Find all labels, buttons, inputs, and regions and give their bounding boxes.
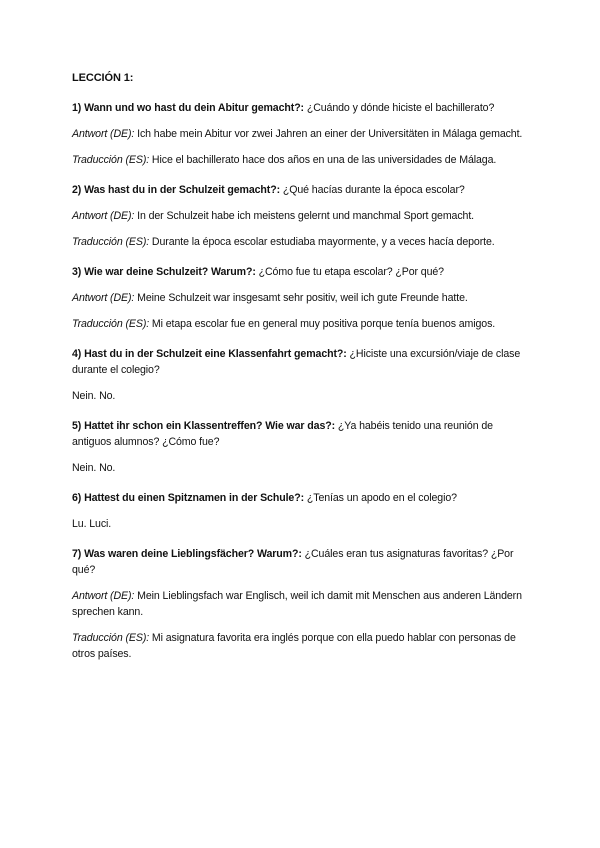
answer-2-es [72, 234, 532, 250]
answer-2-es-text: Durante la época escolar estudiaba mayormente, y a veces hacía deporte. [149, 236, 495, 248]
qa-item-2 [72, 182, 532, 250]
qa-item-3 [72, 264, 532, 332]
document-content [72, 70, 532, 676]
answer-3-de [72, 290, 532, 306]
question-1 [72, 100, 532, 116]
question-4-es: ¿Hiciste una excursión/viaje de clase durante el colegio? [72, 348, 521, 376]
answer-7-es-text: Mi asignatura favorita era inglés porque con ella puedo hablar con personas de otros países. [72, 632, 516, 660]
question-4 [72, 346, 532, 378]
question-5-es: ¿Ya habéis tenido una reunión de antiguos alumnos? ¿Cómo fue? [72, 420, 493, 448]
qa-item-4 [72, 346, 532, 404]
answer-3-es-text: Mi etapa escolar fue en general muy positiva porque tenía buenos amigos. [149, 318, 496, 330]
answer-1-es [72, 152, 532, 168]
answer-3-es-label: Traducción (ES): [72, 318, 150, 330]
answer-2-de-text: In der Schulzeit habe ich meistens gelernt und manchmal Sport gemacht. [134, 210, 475, 222]
answer-7-de [72, 588, 532, 620]
question-6 [72, 490, 532, 506]
question-3-es: ¿Cómo fue tu etapa escolar? ¿Por qué? [255, 266, 444, 278]
answer-1-de-label: Antwort (DE): [72, 128, 135, 140]
answer-3-de-label: Antwort (DE): [72, 292, 135, 304]
answer-2-de-label: Antwort (DE): [72, 210, 135, 222]
answer-1-es-label: Traducción (ES): [72, 154, 150, 166]
question-7 [72, 546, 532, 578]
question-7-de: 7) Was waren deine Lieblingsfächer? Warum?: [72, 548, 302, 560]
question-6-de: 6) Hattest du einen Spitznamen in der Schule?: [72, 492, 305, 504]
question-2-de: 2) Was hast du in der Schulzeit gemacht?: [72, 184, 281, 196]
question-3-de: 3) Wie war deine Schulzeit? Warum?: [72, 266, 256, 278]
qa-item-7 [72, 546, 532, 662]
question-6-es: ¿Tenías un apodo en el colegio? [304, 492, 457, 504]
qa-item-1 [72, 100, 532, 168]
question-2 [72, 182, 532, 198]
answer-1-es-text: Hice el bachillerato hace dos años en una de las universidades de Málaga. [149, 154, 497, 166]
question-5-de: 5) Hattet ihr schon ein Klassentreffen? Wie war das?: [72, 420, 336, 432]
answer-7-de-label: Antwort (DE): [72, 590, 135, 602]
answer-7-es [72, 630, 532, 662]
answer-1-de-text: Ich habe mein Abitur vor zwei Jahren an einer der Universitäten in Málaga gemacht. [134, 128, 523, 140]
answer-3-de-text: Meine Schulzeit war insgesamt sehr positiv, weil ich gute Freunde hatte. [134, 292, 468, 304]
answer-2-es-label: Traducción (ES): [72, 236, 150, 248]
question-5 [72, 418, 532, 450]
answer-5: Nein. No. [72, 462, 116, 474]
qa-item-5 [72, 418, 532, 476]
qa-item-6 [72, 490, 532, 532]
question-2-es: ¿Qué hacías durante la época escolar? [280, 184, 465, 196]
answer-2-de [72, 208, 532, 224]
answer-6: Lu. Luci. [72, 518, 112, 530]
answer-4: Nein. No. [72, 390, 116, 402]
answer-3-es [72, 316, 532, 332]
question-3 [72, 264, 532, 280]
answer-7-de-text: Mein Lieblingsfach war Englisch, weil ich damit mit Menschen aus anderen Ländern sprechen kann. [72, 590, 522, 618]
question-1-es: ¿Cuándo y dónde hiciste el bachillerato? [304, 102, 495, 114]
question-1-de: 1) Wann und wo hast du dein Abitur gemacht?: [72, 102, 304, 114]
question-4-de: 4) Hast du in der Schulzeit eine Klassenfahrt gemacht?: [72, 348, 347, 360]
question-7-es: ¿Cuáles eran tus asignaturas favoritas? ¿Por qué? [72, 548, 514, 576]
answer-1-de [72, 126, 532, 142]
answer-7-es-label: Traducción (ES): [72, 632, 150, 644]
lesson-heading: LECCIÓN 1: [72, 72, 134, 84]
